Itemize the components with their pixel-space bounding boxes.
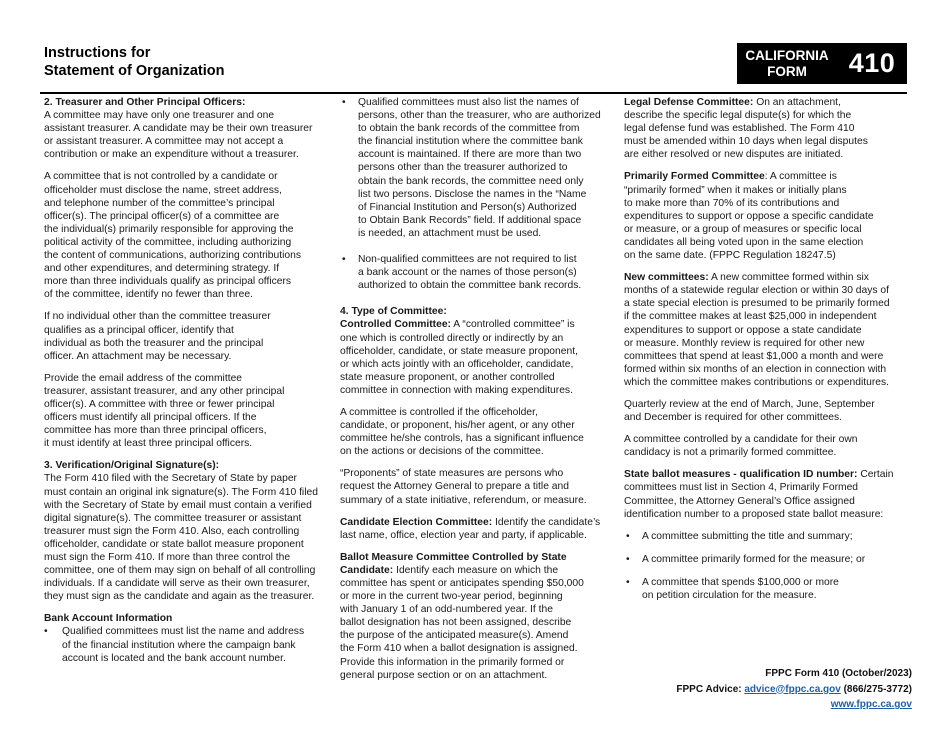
section-heading: 3. Verification/Original Signature(s): xyxy=(44,460,220,472)
paragraph-lead xyxy=(624,170,908,183)
text-line: officeholder, candidate, or state measure proponent, xyxy=(340,345,578,357)
text-line: political activity of the committee, including authorizing xyxy=(44,236,292,248)
text-line: A committee controlled by a candidate for their own xyxy=(624,434,858,446)
text-line: to obtain the bank records of the committee from xyxy=(358,123,580,135)
text-line: candidacy is not a primarily formed committee. xyxy=(624,447,837,459)
text-line: Qualified committees must list the name and address xyxy=(62,626,305,638)
text-line: the financial institution where the committee bank xyxy=(358,136,583,148)
text-line: committee has spent or anticipates spending $50,000 xyxy=(340,578,584,589)
text-line: and other expenditures, and determining strategy. If xyxy=(44,263,280,275)
text-line: Provide this information in the primarily formed or xyxy=(340,656,565,668)
bullet-text xyxy=(642,530,908,543)
badge-form-number: 410 xyxy=(848,48,896,78)
text-line: a bank account or the names of those person(s) xyxy=(358,267,577,279)
text-line: Non-qualified committees are not required to list xyxy=(358,254,577,266)
paragraph xyxy=(340,529,610,542)
paragraph-lead xyxy=(340,564,610,577)
text-line: committee he/she controls, has a significant influence xyxy=(340,433,584,445)
paragraph xyxy=(44,372,328,451)
text-line: candidate, or proponent, his/her agent, or any other xyxy=(340,420,575,432)
paragraph xyxy=(624,433,908,459)
document-title xyxy=(44,44,224,80)
text-line: of Financial Institution and Person(s) Authorized xyxy=(358,201,577,213)
text-line: officeholder must disclose the name, street address, xyxy=(44,184,282,196)
advice-email-link[interactable]: advice@fppc.ca.gov xyxy=(744,683,841,695)
text-line: months of a statewide regular election or within 30 days of xyxy=(624,285,890,297)
advice-line xyxy=(676,682,912,698)
text-line: officer(s). The principal officer(s) of a committee are xyxy=(44,210,280,222)
term-text: On an attachment, xyxy=(753,97,841,108)
new-committees xyxy=(624,271,908,389)
term-text: Certain xyxy=(857,469,894,481)
text-line: they must sign as the candidate and again as the treasurer. xyxy=(44,591,315,603)
section-2-intro xyxy=(44,96,328,161)
text-line: Committee, the Attorney General’s Office assigned xyxy=(624,495,855,507)
badge-state-label xyxy=(737,48,837,80)
bullet-icon: • xyxy=(626,553,630,565)
text-line: summary of a state initiative, referendum, or measure. xyxy=(340,494,587,506)
text-line: individual as both the treasurer and the principal xyxy=(44,337,264,349)
paragraph xyxy=(624,184,908,263)
text-line: contribution or make an expenditure without a treasurer. xyxy=(44,149,299,161)
list-item xyxy=(624,530,908,543)
paragraph-lead xyxy=(340,516,610,529)
text-line: account is located and the bank account number. xyxy=(62,652,286,664)
text-line: Provide the email address of the committee xyxy=(44,372,243,384)
term-label: Controlled Committee: xyxy=(340,319,451,331)
section-3 xyxy=(44,459,328,603)
text-line: officer(s). A committee with three or fewer principal xyxy=(44,398,275,410)
text-line: A committee that is not controlled by a candidate or xyxy=(44,171,278,183)
text-line: request the Attorney General to prepare a title and xyxy=(340,481,569,493)
term-label: Ballot Measure Committee Controlled by State xyxy=(340,551,567,563)
text-line: persons, other than the treasurer, who are authorized xyxy=(358,110,601,122)
term-label: State ballot measures - qualification ID number: xyxy=(624,469,858,481)
term-text: A “controlled committee” is xyxy=(450,319,575,331)
advice-phone: (866/275-3772) xyxy=(840,683,912,695)
term-label: Legal Defense Committee: xyxy=(624,97,754,108)
text-line: obtain the bank records, the committee need only xyxy=(358,175,584,187)
paragraph xyxy=(340,467,610,506)
text-line: qualifies as a principal officer, identify that xyxy=(44,324,234,336)
text-line: a state special election is presumed to be primarily formed xyxy=(624,298,890,310)
text-line: assistant treasurer. A candidate may be their own treasurer xyxy=(44,123,313,135)
text-line: on petition circulation for the measure. xyxy=(642,590,817,601)
text-line: committee, one of them may sign on behalf of all controlling xyxy=(44,565,316,577)
text-line: must be amended within 10 days when legal disputes xyxy=(624,136,868,148)
text-line: A committee is controlled if the officeholder, xyxy=(340,406,538,418)
section-4 xyxy=(340,305,610,397)
bullet-icon: • xyxy=(342,254,346,266)
legal-defense-committee xyxy=(624,96,908,161)
text-line: The Form 410 filed with the Secretary of State by paper xyxy=(44,473,297,485)
badge-state-line: CALIFORNIA xyxy=(745,47,829,63)
text-line: “Proponents” of state measures are persons who xyxy=(340,468,564,480)
paragraph xyxy=(340,577,610,682)
term-text: A new committee formed within six xyxy=(708,272,869,284)
text-line: formed within six months of an election in connection with xyxy=(624,363,887,375)
bullet-text xyxy=(358,253,610,292)
text-line: committees must list in Section 4, Primarily Formed xyxy=(624,482,859,494)
text-line: officers must identify all principal officers. If the xyxy=(44,412,257,424)
title-line: Statement of Organization xyxy=(44,63,225,79)
text-line: if the committee makes at least $25,000 in independent xyxy=(624,311,877,323)
text-line: individuals. If a candidate will serve as their own treasurer, xyxy=(44,578,310,590)
text-line: expenditures to support or oppose a state candidate xyxy=(624,324,862,336)
list-item xyxy=(624,576,908,602)
text-line: of the financial institution where the campaign bank xyxy=(62,639,296,651)
paragraph xyxy=(44,109,328,161)
text-line: ballot designation has not been assigned, describe xyxy=(340,617,572,629)
term-text: Identify the candidate’s xyxy=(492,516,601,528)
text-line: A committee submitting the title and summary; xyxy=(642,530,853,542)
text-line: treasurer must sign the Form 410. Also, each controlling xyxy=(44,525,300,537)
term-label: Primarily Formed Committee xyxy=(624,171,765,183)
paragraph xyxy=(624,481,908,520)
text-line: and December is required for other committees. xyxy=(624,412,843,424)
text-line: the purpose of the anticipated measure(s). Amend xyxy=(340,630,569,642)
paragraph xyxy=(624,109,908,161)
paragraph xyxy=(44,472,328,603)
text-line: general purpose section or on an attachment. xyxy=(340,669,548,681)
text-line: officer. An attachment may be necessary. xyxy=(44,350,232,362)
term-label: Candidate: xyxy=(340,564,394,576)
list-item xyxy=(44,625,328,664)
text-line: If no individual other than the committee treasurer xyxy=(44,311,271,323)
text-line: on the same date. (FPPC Regulation 18247.5) xyxy=(624,250,836,262)
text-line: committee has more than three principal officers, xyxy=(44,425,267,437)
text-line: of the committee, identify no fewer than three. xyxy=(44,289,253,301)
website-link[interactable]: www.fppc.ca.gov xyxy=(830,699,912,710)
text-line: Quarterly review at the end of March, June, September xyxy=(624,398,875,410)
footer xyxy=(676,666,912,713)
paragraph xyxy=(624,398,908,424)
bullet-text xyxy=(358,96,610,240)
text-line: must contain an original ink signature(s). The Form 410 filed xyxy=(44,486,318,498)
primarily-formed-committee xyxy=(624,170,908,262)
bank-account-info xyxy=(44,612,328,664)
text-line: with January 1 of an odd-numbered year. If the xyxy=(340,604,553,616)
paragraph xyxy=(624,284,908,389)
text-line: treasurer, assistant treasurer, and any other principal xyxy=(44,385,285,397)
paragraph-lead xyxy=(624,468,908,481)
text-line: persons other than the treasurer authorized to xyxy=(358,162,568,174)
text-line: candidates all being voted upon in the same election xyxy=(624,236,864,248)
text-line: committee in connection with making expenditures. xyxy=(340,384,573,396)
bullet-icon: • xyxy=(626,576,630,588)
text-line: A committee primarily formed for the measure; or xyxy=(642,553,866,565)
text-line: and telephone number of the committee’s principal xyxy=(44,197,275,209)
paragraph xyxy=(44,310,328,362)
text-line: more than three individuals qualify as principal officers xyxy=(44,276,292,288)
text-line: A committee that spends $100,000 or more xyxy=(642,576,839,588)
text-line: legal defense fund was established. The Form 410 xyxy=(624,123,855,135)
text-line: state measure proponent, or another controlled xyxy=(340,371,555,383)
text-line: it must identify at least three principal officers. xyxy=(44,438,253,450)
text-line: one which is controlled directly or indirectly by an xyxy=(340,332,564,344)
title-line: Instructions for xyxy=(44,45,151,61)
state-ballot-measures xyxy=(624,468,908,520)
text-line: is needed, an attachment must be used. xyxy=(358,227,542,239)
section-heading: 2. Treasurer and Other Principal Officers: xyxy=(44,97,246,108)
text-line: Qualified committees must also list the names of xyxy=(358,97,579,108)
text-line: to Obtain Bank Records” field. If additional space xyxy=(358,214,582,226)
text-line: the Form 410 when a ballot designation is assigned. xyxy=(340,643,578,655)
text-line: the content of communications, authorizing contributions xyxy=(44,250,301,262)
text-line: account is maintained. If there are more than two xyxy=(358,149,582,161)
bullet-text xyxy=(642,576,908,602)
text-line: which the committee makes contributions or expenditures. xyxy=(624,376,889,388)
paragraph-lead xyxy=(624,96,908,109)
text-line: on the actions or decisions of the committee. xyxy=(340,446,544,458)
text-line: the individual(s) primarily responsible for approving the xyxy=(44,223,294,235)
badge-state-line: FORM xyxy=(767,63,807,79)
paragraph-lead xyxy=(624,271,908,284)
text-line: or more in the current two-year period, beginning xyxy=(340,591,563,603)
term-label: Candidate Election Committee: xyxy=(340,516,493,528)
paragraph xyxy=(340,406,610,458)
advice-label: FPPC Advice: xyxy=(676,683,745,695)
bullet-text xyxy=(62,625,328,664)
term-text: Identify each measure on which the xyxy=(393,564,559,576)
list-item xyxy=(624,553,908,566)
text-line: identification number to a proposed state ballot measure: xyxy=(624,508,884,520)
header-divider xyxy=(40,92,907,94)
text-line: expenditures to support or oppose a specific candidate xyxy=(624,210,874,222)
text-line: or measure. Monthly review is required for other new xyxy=(624,337,865,349)
paragraph-lead xyxy=(340,318,610,331)
text-line: committees that spend at least $1,000 a month and were xyxy=(624,350,884,362)
text-line: digital signature(s). The committee treasurer or assistant xyxy=(44,512,302,524)
ballot-measure-committee xyxy=(340,551,610,682)
form-version: FPPC Form 410 (October/2023) xyxy=(765,668,912,679)
text-line: to make more than 70% of its contributions and xyxy=(624,197,840,209)
term-label: New committees: xyxy=(624,272,709,284)
text-line: or assistant treasurer. A committee may not accept a xyxy=(44,136,284,148)
text-line: “primarily formed” when it makes or initially plans xyxy=(624,184,847,196)
text-line: list two persons. Disclose the names in the “Name xyxy=(358,188,587,200)
text-line: last name, office, election year and party, if applicable. xyxy=(340,529,587,541)
column-2 xyxy=(340,96,610,691)
paragraph xyxy=(44,170,328,301)
text-line: authorized to obtain the committee bank records. xyxy=(358,280,582,292)
column-1 xyxy=(44,96,328,674)
form-number-badge xyxy=(737,43,907,84)
section-heading: 4. Type of Committee: xyxy=(340,306,447,318)
column-3 xyxy=(624,96,908,611)
bullet-text xyxy=(642,553,908,566)
bullet-icon: • xyxy=(44,626,48,638)
text-line: are either resolved or new disputes are initiated. xyxy=(624,149,844,161)
text-line: with the Secretary of State by email must contain a verified xyxy=(44,499,312,511)
list-item xyxy=(340,253,610,292)
bullet-icon: • xyxy=(342,97,346,108)
bullet-icon: • xyxy=(626,530,630,542)
text-line: or measure, or a group of measures or specific local xyxy=(624,223,862,235)
term-text: : A committee is xyxy=(764,171,837,183)
text-line: A committee may have only one treasurer and one xyxy=(44,110,275,122)
text-line: or which acts jointly with an officeholder, candidate, xyxy=(340,358,574,370)
candidate-election-committee xyxy=(340,516,610,542)
text-line: must sign the Form 410. If more than three control the xyxy=(44,552,291,563)
list-item xyxy=(340,96,610,240)
text-line: officeholder, candidate or state ballot measure proponent xyxy=(44,538,304,550)
subheading: Bank Account Information xyxy=(44,613,173,625)
text-line: describe the specific legal dispute(s) for which the xyxy=(624,110,852,122)
paragraph xyxy=(340,332,610,397)
